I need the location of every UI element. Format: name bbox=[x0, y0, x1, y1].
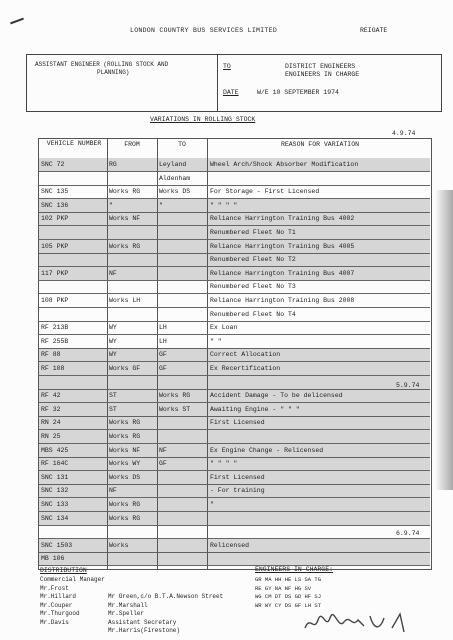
to-label: TO bbox=[223, 63, 231, 70]
cell-reason: Reliance Harrington Training Bus 4002 bbox=[210, 215, 355, 223]
date-mark: 6.9.74 bbox=[396, 530, 420, 537]
cell-reason: " bbox=[210, 501, 214, 508]
cell-vehicle: 102 PKP bbox=[41, 215, 69, 223]
distribution-entry: Mr.Frost bbox=[40, 584, 69, 592]
table-row bbox=[38, 321, 430, 335]
cell-from: RG bbox=[109, 161, 117, 168]
cell-vehicle: SNC 131 bbox=[41, 473, 69, 481]
cell-reason: Awaiting Engine - " " " bbox=[210, 405, 300, 413]
cell-reason: Renumbered Fleet No T4 bbox=[210, 310, 296, 318]
cell-reason: Accident Damage - To be delicensed bbox=[210, 392, 343, 400]
header-vehicle: VEHICLE NUMBER bbox=[46, 140, 102, 147]
table-row bbox=[38, 552, 430, 566]
cell-from: Works RG bbox=[109, 242, 141, 250]
cell-reason: Renumbered Fleet No T1 bbox=[210, 229, 296, 236]
cell-vehicle: RF 42 bbox=[41, 392, 61, 400]
cell-reason: Renumbered Fleet No T3 bbox=[210, 283, 296, 291]
cell-from: WY bbox=[109, 324, 117, 332]
cell-reason: First Licensed bbox=[210, 419, 265, 427]
distribution-entry: Assistant Secretary bbox=[108, 618, 177, 626]
cell-to: GF bbox=[159, 460, 167, 468]
cell-to: " bbox=[159, 201, 163, 209]
cell-reason: " " " " bbox=[210, 201, 238, 209]
table-row bbox=[38, 471, 430, 485]
cell-vehicle: RN 24 bbox=[41, 419, 61, 427]
table-row bbox=[38, 212, 430, 226]
table-row bbox=[38, 430, 430, 444]
table-row bbox=[38, 335, 430, 349]
table-title: VARIATIONS IN ROLLING STOCK bbox=[150, 116, 256, 123]
cell-reason: Correct Allocation bbox=[210, 351, 281, 359]
cell-vehicle: RF 32 bbox=[41, 405, 61, 413]
distribution-title: DISTRIBUTION bbox=[40, 567, 87, 574]
distribution-entry: Mr Green,c/o B.T.A.Newson Street bbox=[108, 593, 224, 600]
table-row bbox=[38, 199, 430, 213]
table-row bbox=[38, 403, 430, 417]
distribution-entry: Mr.Thurgood bbox=[40, 610, 80, 617]
cell-vehicle: SNC 132 bbox=[41, 487, 69, 495]
cell-vehicle: MB 106 bbox=[41, 555, 65, 563]
table-row bbox=[38, 444, 430, 458]
cell-from: Works WY bbox=[109, 460, 141, 468]
cell-from: Works RG bbox=[109, 501, 141, 508]
cell-from: WY bbox=[109, 351, 117, 359]
distribution-entry: Mr.Speller bbox=[108, 610, 145, 617]
engineers-title: ENGINEERS IN CHARGE: bbox=[255, 566, 334, 573]
cell-from: Works RG bbox=[109, 514, 141, 522]
cell-vehicle: SNC 1503 bbox=[41, 541, 73, 549]
cell-reason: Ex Engine Change - Relicensed bbox=[210, 446, 324, 454]
to-line-2: ENGINEERS IN CHARGE bbox=[285, 71, 360, 78]
from-cell bbox=[27, 55, 218, 111]
date-value: W/E 10 SEPTEMBER 1974 bbox=[257, 89, 339, 96]
cell-to: Leyland bbox=[159, 161, 187, 168]
cell-from: NF bbox=[109, 487, 117, 495]
distribution-entry: Commercial Manager bbox=[40, 576, 105, 583]
table-row bbox=[38, 185, 430, 199]
memo-header-box bbox=[26, 54, 442, 112]
cell-reason: Ex Recertification bbox=[210, 365, 281, 372]
cell-from: ST bbox=[109, 392, 117, 400]
cell-to: LH bbox=[159, 324, 167, 332]
table-row bbox=[38, 512, 430, 526]
cell-vehicle: RF 108 bbox=[41, 365, 65, 372]
cell-to: GF bbox=[159, 365, 167, 372]
table-row bbox=[38, 484, 430, 498]
date-mark: 5.9.74 bbox=[396, 382, 420, 389]
cell-vehicle: MBS 425 bbox=[41, 446, 69, 454]
cell-from: Works LH bbox=[109, 297, 141, 304]
table-row bbox=[38, 172, 430, 186]
table-row bbox=[38, 348, 430, 362]
cell-to: Works DS bbox=[159, 188, 191, 196]
cell-from: Works RG bbox=[109, 188, 141, 196]
to-line-1: DISTRICT ENGINEERS bbox=[285, 63, 356, 70]
engineer-codes: RE GY NA NF HG SV bbox=[255, 584, 312, 592]
cell-vehicle: RN 25 bbox=[41, 433, 61, 440]
cell-vehicle: RF 164C bbox=[41, 460, 69, 468]
cell-from: Works NF bbox=[109, 446, 141, 454]
scan-shadow bbox=[435, 190, 453, 490]
table-row bbox=[38, 376, 430, 390]
distribution-entry: Mr.Hillard bbox=[40, 593, 77, 600]
table-row bbox=[38, 308, 430, 322]
cell-vehicle: RF 88 bbox=[41, 351, 61, 359]
cell-vehicle: 105 PKP bbox=[41, 242, 69, 250]
cell-reason: Renumbered Fleet No T2 bbox=[210, 256, 296, 264]
cell-from: ST bbox=[109, 405, 117, 413]
cell-vehicle: SNC 72 bbox=[41, 161, 65, 168]
row-divider bbox=[38, 565, 430, 566]
table-row bbox=[38, 226, 430, 240]
table-row bbox=[38, 457, 430, 471]
header-to: TO bbox=[178, 141, 186, 148]
table-row bbox=[38, 362, 430, 376]
engineer-codes: WG CM DT DS GD HF SJ bbox=[255, 593, 322, 600]
cell-vehicle: SNC 133 bbox=[41, 501, 69, 508]
date-label: DATE bbox=[223, 89, 239, 96]
cell-from: Works NF bbox=[109, 215, 141, 223]
table-row bbox=[38, 253, 430, 267]
table-row bbox=[38, 416, 430, 430]
table-row bbox=[38, 267, 430, 281]
cell-from: Works GF bbox=[109, 365, 141, 372]
cell-reason: Reliance Harrington Training Bus 4005 bbox=[210, 242, 355, 250]
cell-from: Works RG bbox=[109, 419, 141, 427]
organisation-name: LONDON COUNTRY BUS SERVICES LIMITED bbox=[130, 27, 278, 34]
cell-to: Works ST bbox=[159, 405, 191, 413]
table-row bbox=[38, 240, 430, 254]
cell-vehicle: 117 PKP bbox=[41, 269, 69, 277]
cell-vehicle: RF 255B bbox=[41, 337, 69, 345]
cell-to: LH bbox=[159, 337, 167, 345]
date-mark: 4.9.74 bbox=[392, 130, 416, 137]
cell-reason: Wheel Arch/Shock Absorber Modification bbox=[210, 161, 359, 168]
distribution-entry: Mr.Couper bbox=[40, 601, 73, 609]
table-row bbox=[38, 389, 430, 403]
from-line-2: PLANNING) bbox=[97, 69, 130, 76]
cell-to: Works RG bbox=[159, 392, 191, 400]
table-row bbox=[38, 280, 430, 294]
cell-reason: Ex Loan bbox=[210, 324, 238, 332]
header-reason: REASON FOR VARIATION bbox=[280, 141, 359, 148]
signature bbox=[300, 610, 440, 635]
table-row bbox=[38, 158, 430, 172]
cell-to: NF bbox=[159, 446, 167, 454]
cell-reason: " " " " bbox=[210, 460, 238, 468]
cell-reason: First Licensed bbox=[210, 473, 265, 481]
distribution-entry: Mr.Marshall bbox=[108, 601, 148, 609]
from-line-1: ASSISTANT ENGINEER (ROLLING STOCK AND bbox=[35, 61, 169, 68]
distribution-entry: Mr.Harris(Firestone) bbox=[108, 627, 181, 634]
table-row bbox=[38, 294, 430, 308]
cell-reason: - For training bbox=[210, 487, 265, 495]
cell-from: WY bbox=[109, 337, 117, 345]
table-row bbox=[38, 539, 430, 553]
cell-reason: Relicensed bbox=[210, 541, 250, 549]
cell-vehicle: SNC 134 bbox=[41, 514, 69, 522]
cell-reason: Reliance Harrington Training Bus 2008 bbox=[210, 297, 355, 304]
cell-vehicle: RF 213B bbox=[41, 324, 69, 332]
cell-vehicle: 108 PKP bbox=[41, 297, 69, 304]
corner-tick-mark bbox=[10, 18, 24, 25]
table-row bbox=[38, 498, 430, 512]
cell-from: Works bbox=[109, 541, 129, 549]
cell-from: NF bbox=[109, 269, 117, 277]
cell-reason: For Storage - First Licensed bbox=[210, 188, 320, 196]
table-row bbox=[38, 525, 430, 539]
cell-vehicle: SNC 136 bbox=[41, 201, 69, 209]
engineer-codes: WR WY CY DS GF LH ST bbox=[255, 601, 322, 609]
location: REIGATE bbox=[360, 27, 388, 34]
header-from: FROM bbox=[124, 141, 140, 148]
engineer-codes: GR MA HH HE LS SA TG bbox=[255, 576, 322, 583]
distribution-entry: Mr.Davis bbox=[40, 618, 69, 626]
cell-to: Aldenham bbox=[159, 174, 191, 182]
cell-vehicle: SNC 135 bbox=[41, 188, 69, 196]
cell-reason: Reliance Harrington Training Bus 4007 bbox=[210, 269, 355, 277]
cell-from: " bbox=[109, 201, 113, 209]
cell-to: GF bbox=[159, 351, 167, 359]
cell-reason: " " bbox=[210, 337, 222, 345]
cell-from: Works RG bbox=[109, 433, 141, 440]
cell-from: Works DS bbox=[109, 473, 141, 481]
